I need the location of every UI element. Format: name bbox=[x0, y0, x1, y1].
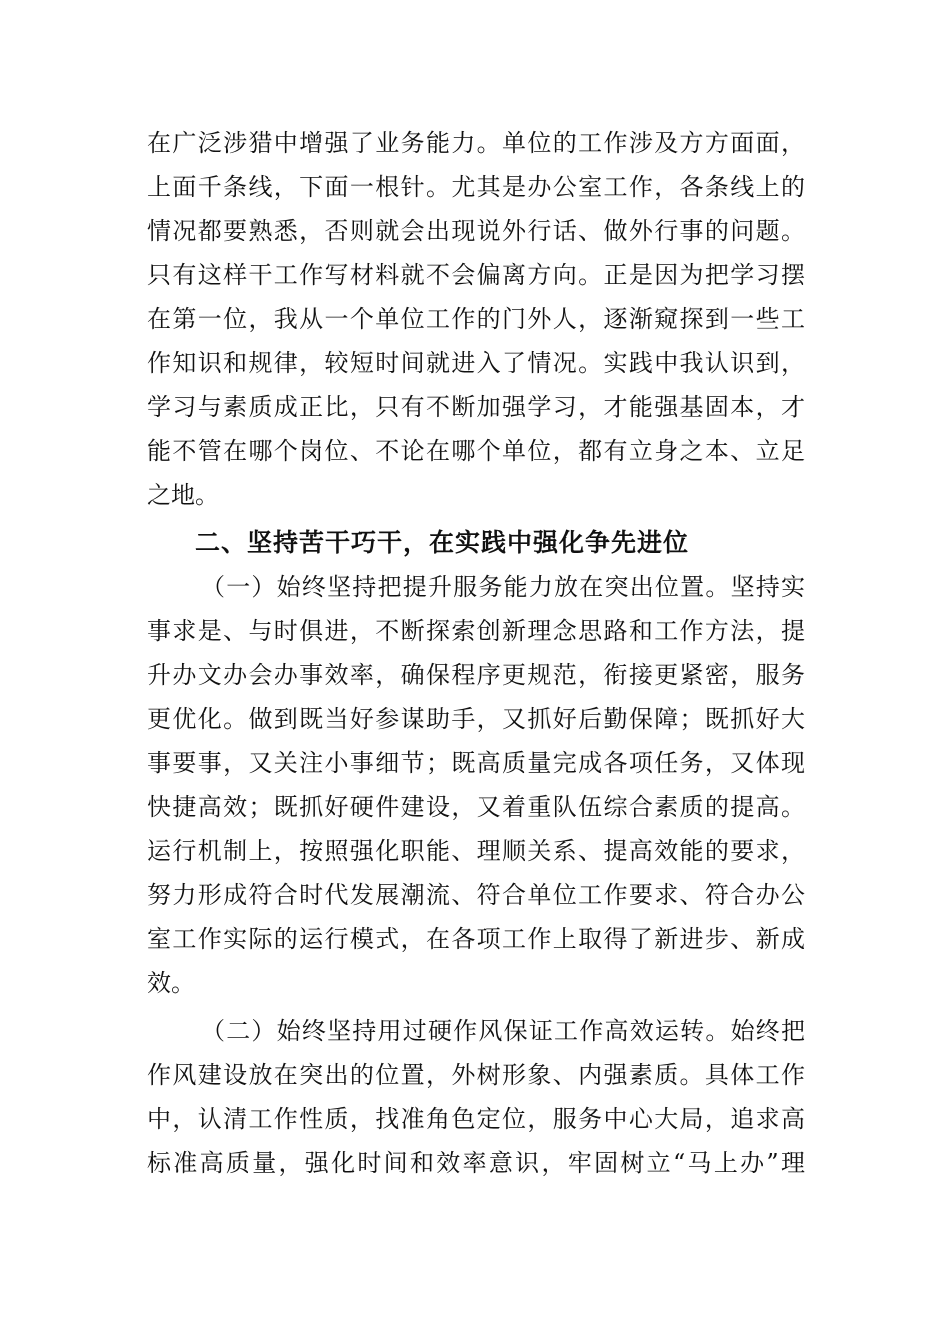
text-line: 标准高质量，强化时间和效率意识，牢固树立“马上办”理 bbox=[147, 1149, 805, 1177]
section-heading: 二、坚持苦干巧干，在实践中强化争先进位 bbox=[195, 528, 690, 557]
text-line: 在广泛涉猎中增强了业务能力。单位的工作涉及方方面面， bbox=[147, 129, 805, 157]
text-line: 事求是、与时俱进，不断探索创新理念思路和工作方法，提 bbox=[147, 617, 805, 645]
text-line: 中，认清工作性质，找准角色定位，服务中心大局，追求高 bbox=[147, 1105, 805, 1133]
text-line: 作风建设放在突出的位置，外树形象、内强素质。具体工作 bbox=[147, 1061, 805, 1089]
text-line: 事要事，又关注小事细节；既高质量完成各项任务，又体现 bbox=[147, 749, 805, 777]
text-line: 情况都要熟悉，否则就会出现说外行话、做外行事的问题。 bbox=[147, 217, 805, 245]
text-line: 运行机制上，按照强化职能、理顺关系、提高效能的要求， bbox=[147, 837, 805, 865]
text-line: （二）始终坚持用过硬作风保证工作高效运转。始终把 bbox=[201, 1017, 805, 1045]
text-line: 室工作实际的运行模式，在各项工作上取得了新进步、新成 bbox=[147, 925, 805, 953]
text-line: （一）始终坚持把提升服务能力放在突出位置。坚持实 bbox=[201, 573, 805, 601]
text-line: 之地。 bbox=[147, 481, 219, 509]
text-line: 只有这样干工作写材料就不会偏离方向。正是因为把学习摆 bbox=[147, 261, 805, 289]
text-line: 学习与素质成正比，只有不断加强学习，才能强基固本，才 bbox=[147, 393, 805, 421]
text-line: 努力形成符合时代发展潮流、符合单位工作要求、符合办公 bbox=[147, 881, 805, 909]
text-line: 快捷高效；既抓好硬件建设，又着重队伍综合素质的提高。 bbox=[147, 793, 805, 821]
text-line: 效。 bbox=[147, 969, 195, 997]
text-line: 升办文办会办事效率，确保程序更规范，衔接更紧密，服务 bbox=[147, 661, 805, 689]
text-line: 在第一位，我从一个单位工作的门外人，逐渐窥探到一些工 bbox=[147, 305, 805, 333]
text-line: 上面千条线，下面一根针。尤其是办公室工作，各条线上的 bbox=[147, 173, 805, 201]
text-line: 作知识和规律，较短时间就进入了情况。实践中我认识到， bbox=[147, 349, 805, 377]
text-line: 能不管在哪个岗位、不论在哪个单位，都有立身之本、立足 bbox=[147, 437, 805, 465]
text-line: 更优化。做到既当好参谋助手，又抓好后勤保障；既抓好大 bbox=[147, 705, 805, 733]
